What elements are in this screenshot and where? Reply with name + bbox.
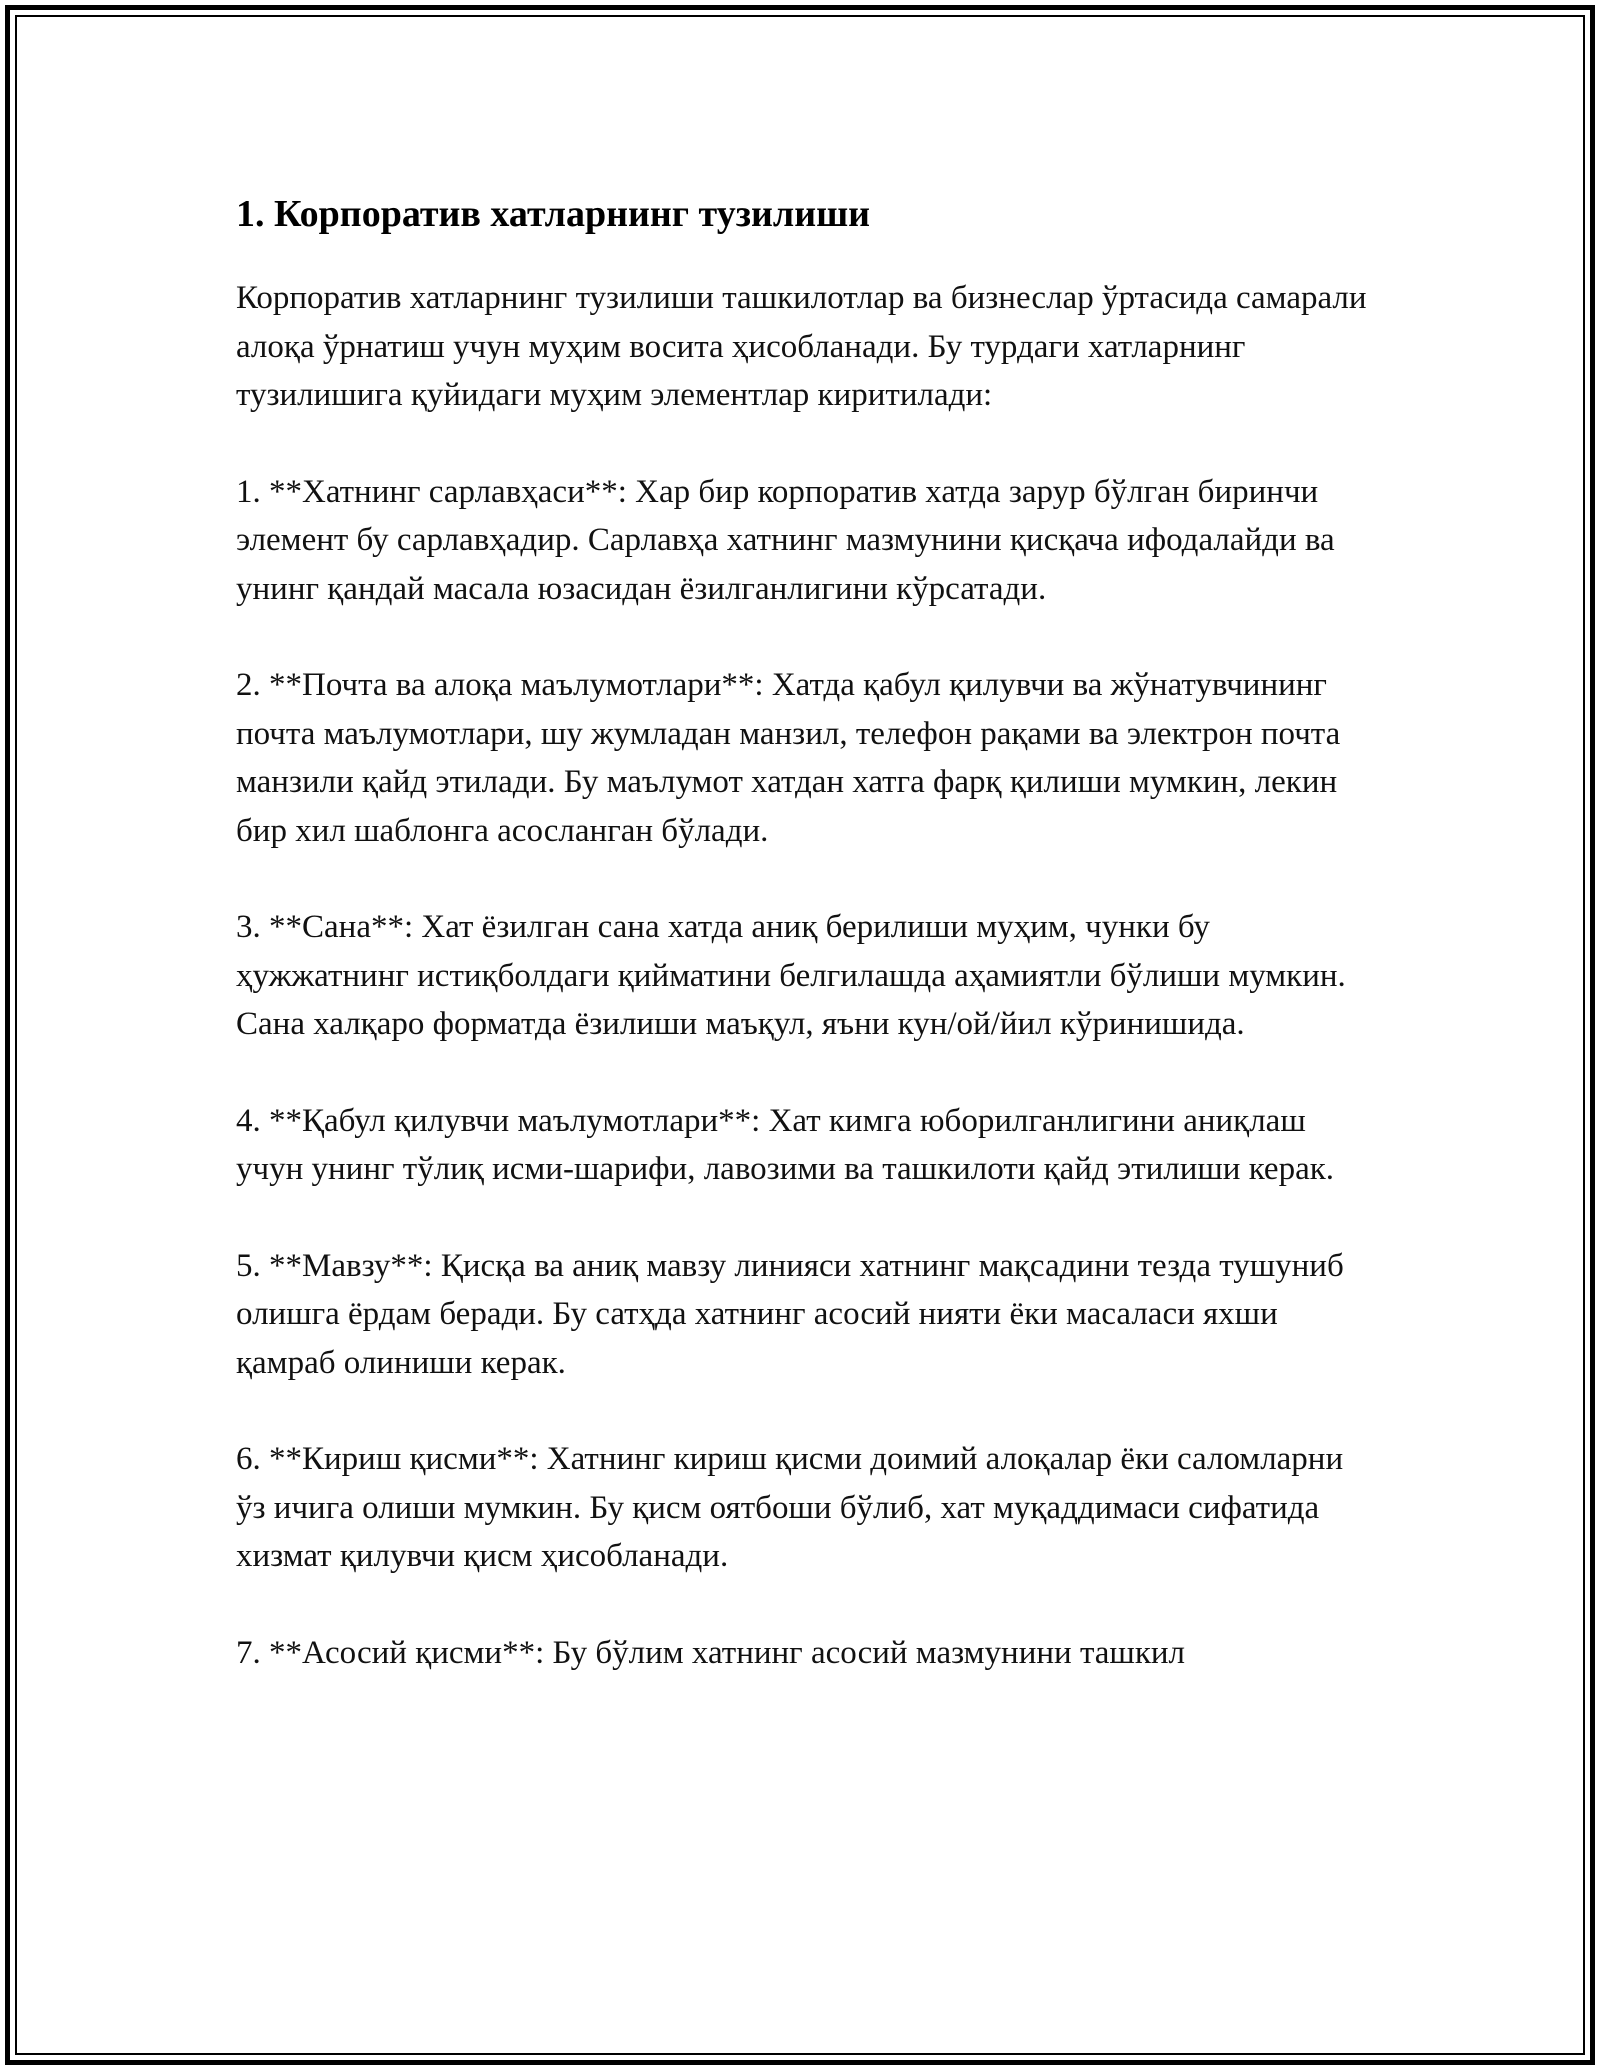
list-item-introduction: 6. **Кириш қисми**: Хатнинг кириш қисми доимий алоқалар ёки саломларни ўз ичига олиши мумкин. Бу қисм оятбоши бўлиб, хат муқаддимаси сифатида хизмат қилувчи қисм ҳисобланади. bbox=[236, 1441, 1344, 1574]
document-body bbox=[236, 188, 1376, 1677]
list-item-title: 1. **Хатнинг сарлавҳаси**: Хар бир корпоратив хатда зарур бўлган биринчи элемент бу сарлавҳадир. Сарлавҳа хатнинг мазмунини қисқача ифодалайди ва унинг қандай масала юзасидан ёзилганлигини кўрсатади. bbox=[236, 473, 1335, 607]
list-item-recipient: 4. **Қабул қилувчи маълумотлари**: Хат кимга юборилганлигини аниқлаш учун унинг тўлиқ исми-шарифи, лавозими ва ташкилоти қайд этилиши керак. bbox=[236, 1102, 1335, 1187]
list-item-contact-info: 2. **Почта ва алоқа маълумотлари**: Хатда қабул қилувчи ва жўнатувчининг почта маълумотлари, шу жумладан манзил, телефон рақами ва электрон почта манзили қайд этилади. Бу маълумот хатдан хатга фарқ қилиши мумкин, лекин бир хил шаблонга асосланган бўлади. bbox=[236, 667, 1341, 849]
list-item-subject: 5. **Мавзу**: Қисқа ва аниқ мавзу линияси хатнинг мақсадини тезда тушуниб олишга ёрдам беради. Бу сатҳда хатнинг асосий нияти ёки масаласи яхши қамраб олиниши керак. bbox=[236, 1247, 1344, 1381]
list-item-main-body: 7. **Асосий қисми**: Бу бўлим хатнинг асосий мазмунини ташкил bbox=[236, 1634, 1185, 1671]
intro-paragraph: Корпоратив хатларнинг тузилиши ташкилотлар ва бизнеслар ўртасида самарали алоқа ўрнатиш учун муҳим восита ҳисобланади. Бу турдаги хатларнинг тузилишига қуйидаги муҳим элементлар киритилади: bbox=[236, 280, 1367, 413]
list-item-date: 3. **Сана**: Хат ёзилган сана хатда аниқ берилиши муҳим, чунки бу ҳужжатнинг истиқболдаги қийматини белгилашда аҳамиятли бўлиши мумкин. Сана халқаро форматда ёзилиши маъқул, яъни кун/ой/йил кўринишида. bbox=[236, 909, 1346, 1042]
section-heading: 1. Корпоратив хатларнинг тузилиши bbox=[236, 193, 871, 235]
